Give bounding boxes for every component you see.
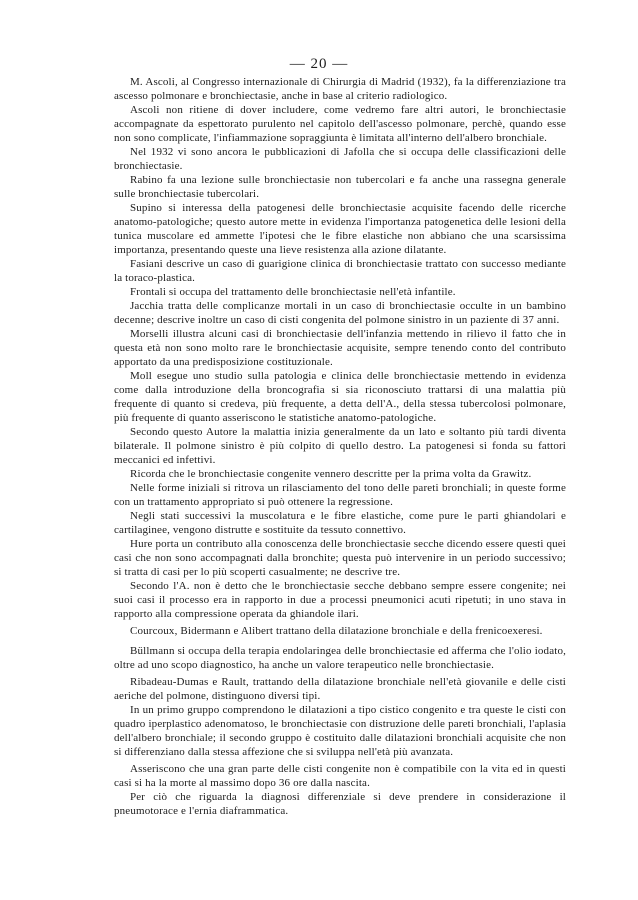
- paragraph: Asseriscono che una gran parte delle cisti congenite non è compatibile con la vita ed in questi casi si ha la morte al massimo dopo 36 ore dalla nascita.: [114, 763, 566, 789]
- paragraph: Supino si interessa della patogenesi delle bronchiectasie acquisite facendo delle ricerche anatomo-patologiche; questo autore mette in evidenza l'importanza patogenetica delle lesioni della tunica muscolare ed ammette l'ipotesi che le fibre elastiche non abbiano che una scarsissima importanza, presentando queste una lieve resistenza alla azione dilatante.: [114, 202, 566, 256]
- paragraph: Moll esegue uno studio sulla patologia e clinica delle bronchiectasie mettendo in evidenza come dalla introduzione della broncografia si sia riconosciuto trattarsi di una malattia più frequente di quanto si credeva, più frequente, a detta dell'A., della stessa tubercolosi polmonare, più frequente di quanto asseriscono le statistiche anatomo-patologiche.: [114, 370, 566, 424]
- paragraph: Nelle forme iniziali si ritrova un rilasciamento del tono delle pareti bronchiali; in queste forme con un trattamento appropriato si può ottenere la regressione.: [114, 482, 566, 508]
- paragraph: Hure porta un contributo alla conoscenza delle bronchiectasie secche dicendo essere questi quei casi che non sono accompagnati dalla bronchite; questa può intervenire in un periodo successivo; si tratta di casi per lo più scoperti casualmente; ne descrive tre.: [114, 538, 566, 578]
- paragraph: Secondo questo Autore la malattia inizia generalmente da un lato e soltanto più tardi diventa bilaterale. Il polmone sinistro è più colpito di quello destro. La patogenesi si fonda su fattori meccanici ed infettivi.: [114, 426, 566, 466]
- paragraph: Courcoux, Bidermann e Alibert trattano della dilatazione bronchiale e della frenicoexeresi.: [130, 625, 543, 637]
- page-number: — 20 —: [289, 56, 349, 72]
- paragraph: Secondo l'A. non è detto che le bronchiectasie secche debbano sempre essere congenite; nei suoi casi il processo era in rapporto in due a processi pneumonici acuti ripetuti; in uno stava in rapporto alla compressione operata da ghiandole ilari.: [114, 580, 566, 620]
- paragraph: Ribadeau-Dumas e Rault, trattando della dilatazione bronchiale nell'età giovanile e delle cisti aeriche del polmone, distinguono diversi tipi.: [114, 676, 566, 702]
- body-text: [114, 75, 566, 818]
- paragraph: Frontali si occupa del trattamento delle bronchiectasie nell'età infantile.: [130, 286, 456, 298]
- paragraph: In un primo gruppo comprendono le dilatazioni a tipo cistico congenito e tra queste le cisti con quadro iperplastico adenomatoso, le bronchiectasie con distruzione delle pareti bronchiali, l'aplasia dell'albero bronchiale; il secondo gruppo è costituito dalle dilatazioni bronchiali acquisite che non si differenziano dalla stessa affezione che si sviluppa nell'età più avanzata.: [114, 704, 566, 758]
- paragraph: Per ciò che riguarda la diagnosi differenziale si deve prendere in considerazione il pneumotorace e l'ernia diaframmatica.: [114, 791, 566, 817]
- paragraph: Negli stati successivi la muscolatura e le fibre elastiche, come pure le parti ghiandolari e cartilaginee, vengono distrutte e sostituite da tessuto connettivo.: [114, 510, 566, 536]
- paragraph: Ascoli non ritiene di dover includere, come vedremo fare altri autori, le bronchiectasie accompagnate da espettorato purulento nel capitolo dell'ascesso polmonare, perchè, quando esse non sono complicate, l'infiammazione sopraggiunta è limitata all'interno dell'albero bronchiale.: [114, 104, 566, 144]
- paragraph: M. Ascoli, al Congresso internazionale di Chirurgia di Madrid (1932), fa la differenziazione tra ascesso polmonare e bronchiectasie, anche in base al criterio radiologico.: [114, 76, 566, 102]
- paragraph: Ricorda che le bronchiectasie congenite vennero descritte per la prima volta da Grawitz.: [130, 468, 532, 480]
- paragraph: Fasiani descrive un caso di guarigione clinica di bronchiectasie trattato con successo mediante la toraco-plastica.: [114, 258, 566, 284]
- paragraph: Jacchia tratta delle complicanze mortali in un caso di bronchiectasie occulte in un bambino decenne; descrive inoltre un caso di cisti congenita del polmone sinistro in un paziente di 37 anni.: [114, 300, 566, 326]
- paragraph: Rabino fa una lezione sulle bronchiectasie non tubercolari e fa anche una rassegna generale sulle bronchiectasie tubercolari.: [114, 174, 566, 200]
- paragraph: Morselli illustra alcuni casi di bronchiectasie dell'infanzia mettendo in rilievo il fatto che in questa età non sono molto rare le bronchiectasie acquisite, sempre tenendo conto del contributo apportato da una predisposizione costituzionale.: [114, 328, 566, 368]
- paragraph: Büllmann si occupa della terapia endolaringea delle bronchiectasie ed afferma che l'olio iodato, oltre ad uno scopo diagnostico, ha anche un valore terapeutico nelle bronchiectasie.: [114, 645, 566, 671]
- paragraph: Nel 1932 vi sono ancora le pubblicazioni di Jafolla che si occupa delle classificazioni delle bronchiectasie.: [114, 146, 566, 172]
